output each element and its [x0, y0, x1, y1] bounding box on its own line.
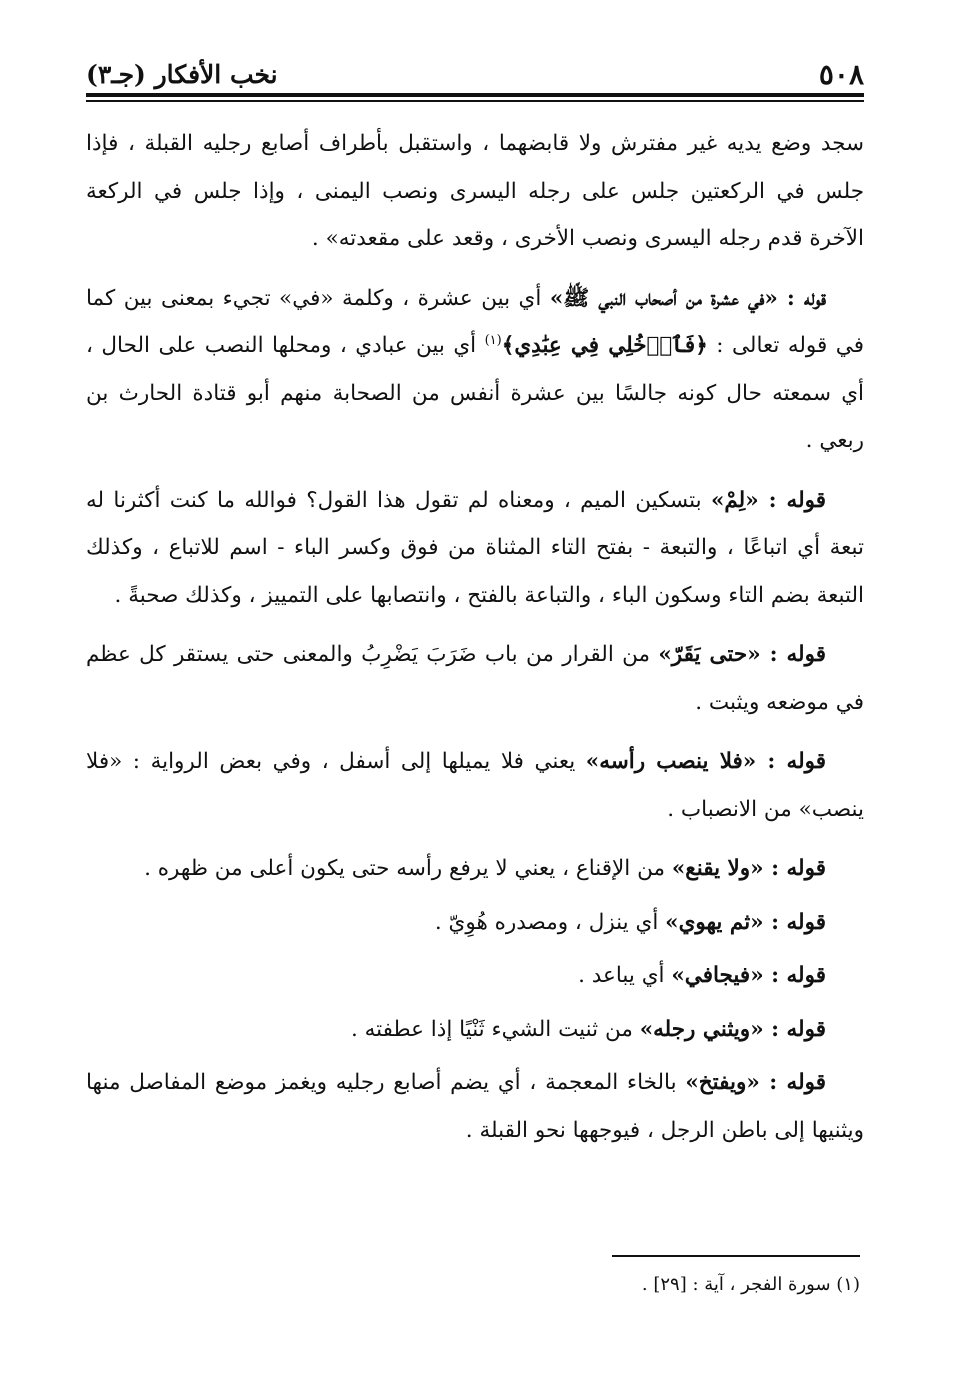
footnote: (١) سورة الفجر ، آية : [٢٩] . [641, 1274, 860, 1295]
paragraph [86, 477, 864, 620]
paragraph-text: يعني فلا يميلها إلى أسفل ، وفي بعض الرواية : «فلا ينصب» من الانصباب . [86, 749, 864, 822]
commentary-lemma: قوله : «فيجافي» [671, 963, 826, 988]
commentary-lemma: قوله : «في عشرة من أصحاب النبي ﷺ» [549, 285, 826, 311]
paragraph-text: من الإقناع ، يعني لا يرفع رأسه حتى يكون أعلى من ظهره . [144, 856, 672, 881]
paragraph-text: أي يباعد . [578, 963, 672, 988]
paragraph-text: أي بين عبادي ، ومحلها النصب على الحال ، أي سمعته حال كونه جالسًا بين عشرة أنفس من الصحابة منهم أبو قتادة الحارث بن ربعي . [86, 333, 865, 453]
commentary-lemma: قوله : «ثم يهوي» [665, 909, 826, 935]
commentary-lemma: قوله : «ولا يقنع» [671, 856, 826, 881]
footnote-marker: (١) [484, 332, 502, 348]
paragraph [86, 952, 864, 1000]
paragraph-text: بالخاء المعجمة ، أي يضم أصابع رجليه ويغمز موضع المفاصل منها ويثنيها إلى باطن الرجل ، فيوجهها نحو القبلة . [86, 1070, 864, 1143]
paragraph-text: من القرار من باب ضَرَبَ يَضْرِبُ والمعنى حتى يستقر كل عظم في موضعه ويثبت . [86, 642, 864, 715]
paragraph-text: أي ينزل ، ومصدره هُوِيّ . [434, 909, 666, 935]
commentary-lemma: قوله : «فلا ينصب رأسه» [585, 749, 826, 774]
paragraph-text: سجد وضع يديه غير مفترش ولا قابضهما ، واستقبل بأطراف أصابع رجليه القبلة ، فإذا جلس في الركعتين جلس على رجله اليسرى ونصب اليمنى ، وإذا جلس في الركعة الآخرة قدم رجله اليسرى ونصب الأخرى ، وقعد على مقعدته» . [86, 131, 864, 251]
paragraph-text: من ثنيت الشيء ثَنْيًا إذا عطفته . [350, 1016, 640, 1042]
commentary-lemma: قوله : «حتى يَقَرّ» [658, 642, 826, 667]
paragraph-text: بتسكين الميم ، ومعناه لم تقول هذا القول؟ فوالله ما كنت أكثرنا له تبعة أي اتباعًا ، والتبعة - بفتح التاء المثناة من فوق وكسر الباء - اسم للاتباع ، وكذلك التبعة بضم التاء وسكون الباء ، والتباعة بالفتح ، وانتصابها على التمييز ، وكذلك صحبةً . [86, 487, 864, 608]
commentary-lemma: قوله : «لِمْ» [710, 487, 826, 513]
header-rule-thin [86, 100, 864, 102]
main-text [86, 120, 864, 1166]
paragraph [86, 275, 864, 465]
paragraph [86, 1006, 864, 1054]
paragraph-text: أي بين عشرة ، وكلمة «في» تجيء بمعنى بين كما في قوله تعالى : [86, 285, 864, 358]
paragraph [86, 120, 864, 263]
commentary-lemma: قوله : «ويثني رجله» [639, 1016, 826, 1042]
paragraph [86, 738, 864, 833]
running-title: نخب الأفكار (جـ٣) [86, 60, 278, 89]
footnote-separator [612, 1255, 860, 1257]
paragraph [86, 845, 864, 893]
header-rule-thick [86, 93, 864, 97]
paragraph [86, 631, 864, 726]
commentary-lemma: قوله : «ويفتخ» [685, 1070, 827, 1095]
paragraph [86, 1059, 864, 1154]
page-number: ٥٠٨ [818, 58, 864, 91]
page-header [86, 52, 864, 92]
paragraph [86, 899, 864, 947]
quran-quote: ﴿فَٱدۡخُلِي فِي عِبَٰدِي﴾ [501, 333, 708, 358]
